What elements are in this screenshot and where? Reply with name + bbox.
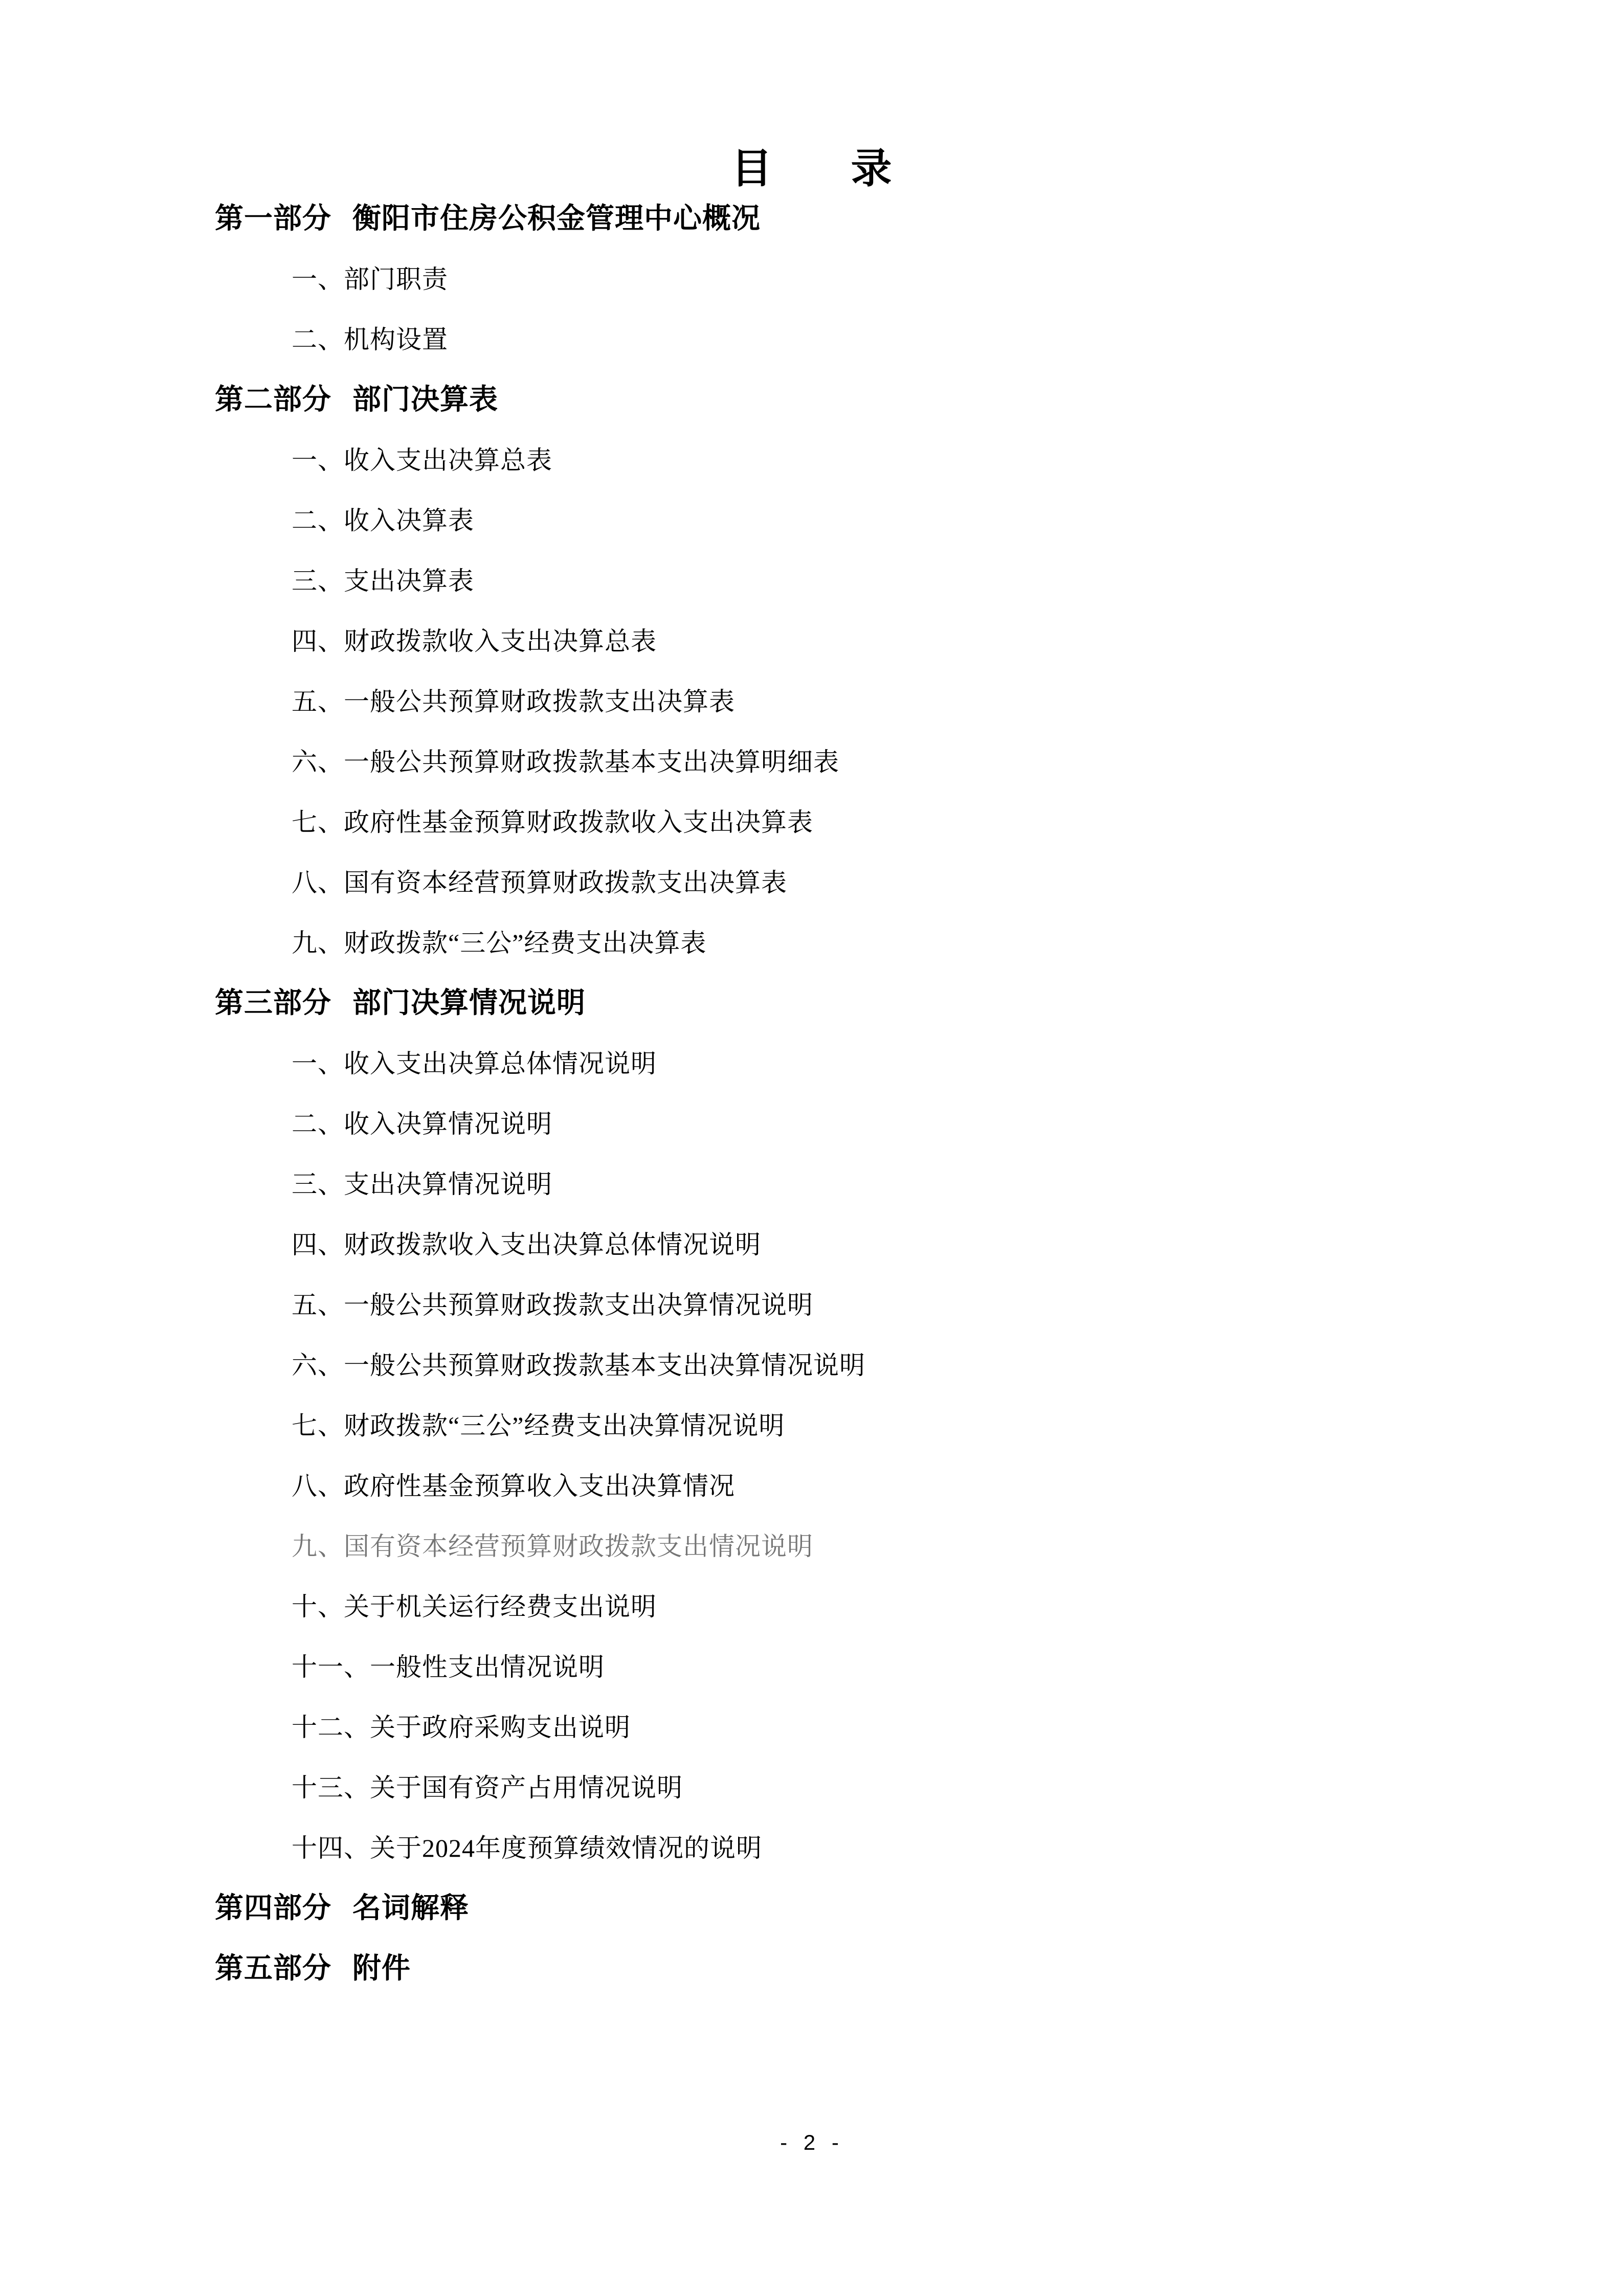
toc-item: 五、一般公共预算财政拨款支出决算情况说明 (292, 1291, 813, 1319)
toc-section-part5 (215, 1939, 1471, 1999)
toc-item: 一、收入支出决算总表 (292, 446, 552, 475)
toc-item: 一、收入支出决算总体情况说明 (292, 1049, 657, 1078)
section-items-part1 (215, 249, 1471, 370)
section-items-part3 (215, 1033, 1471, 1878)
section-heading-part5: 第五部分 附件 (215, 1953, 411, 1985)
toc-item: 三、支出决算情况说明 (292, 1170, 552, 1199)
section-heading-part3: 第三部分 部门决算情况说明 (215, 987, 586, 1019)
toc-item: 七、政府性基金预算财政拨款收入支出决算表 (292, 808, 813, 837)
toc-section-part2 (215, 370, 1471, 973)
toc-item: 九、财政拨款“三公”经费支出决算表 (292, 929, 707, 957)
toc-item: 十三、关于国有资产占用情况说明 (292, 1773, 683, 1802)
toc-item: 八、国有资本经营预算财政拨款支出决算表 (292, 868, 787, 897)
toc-section-part3 (215, 973, 1471, 1878)
toc-section-part1 (215, 189, 1471, 370)
toc-item: 六、一般公共预算财政拨款基本支出决算情况说明 (292, 1351, 865, 1380)
page-number: - 2 - (780, 2130, 844, 2154)
toc-item-muted: 九、国有资本经营预算财政拨款支出情况说明 (292, 1532, 813, 1561)
toc-item: 七、财政拨款“三公”经费支出决算情况说明 (292, 1411, 785, 1440)
section-heading-part4: 第四部分 名词解释 (215, 1893, 469, 1924)
toc-item: 二、收入决算表 (292, 506, 474, 535)
toc-section-part4 (215, 1878, 1471, 1939)
toc-item: 二、收入决算情况说明 (292, 1110, 552, 1138)
section-heading-part2: 第二部分 部门决算表 (215, 384, 498, 416)
toc-item: 六、一般公共预算财政拨款基本支出决算明细表 (292, 748, 839, 776)
toc-item: 四、财政拨款收入支出决算总表 (292, 627, 657, 656)
toc-item: 十四、关于2024年度预算绩效情况的说明 (292, 1834, 762, 1862)
page-title: 目 录 (731, 146, 893, 192)
toc-item: 四、财政拨款收入支出决算总体情况说明 (292, 1230, 761, 1259)
toc-item: 一、部门职责 (292, 265, 448, 294)
toc-item: 八、政府性基金预算收入支出决算情况 (292, 1472, 735, 1500)
toc-item: 十一、一般性支出情况说明 (292, 1653, 605, 1681)
toc-item: 十二、关于政府采购支出说明 (292, 1713, 631, 1742)
toc-item: 二、机构设置 (292, 325, 448, 354)
section-heading-part1: 第一部分 衡阳市住房公积金管理中心概况 (215, 203, 761, 235)
toc-item: 三、支出决算表 (292, 567, 474, 595)
toc-item: 五、一般公共预算财政拨款支出决算表 (292, 687, 735, 716)
section-items-part2 (215, 430, 1471, 973)
toc-item: 十、关于机关运行经费支出说明 (292, 1592, 657, 1621)
table-of-contents (215, 189, 1471, 1999)
